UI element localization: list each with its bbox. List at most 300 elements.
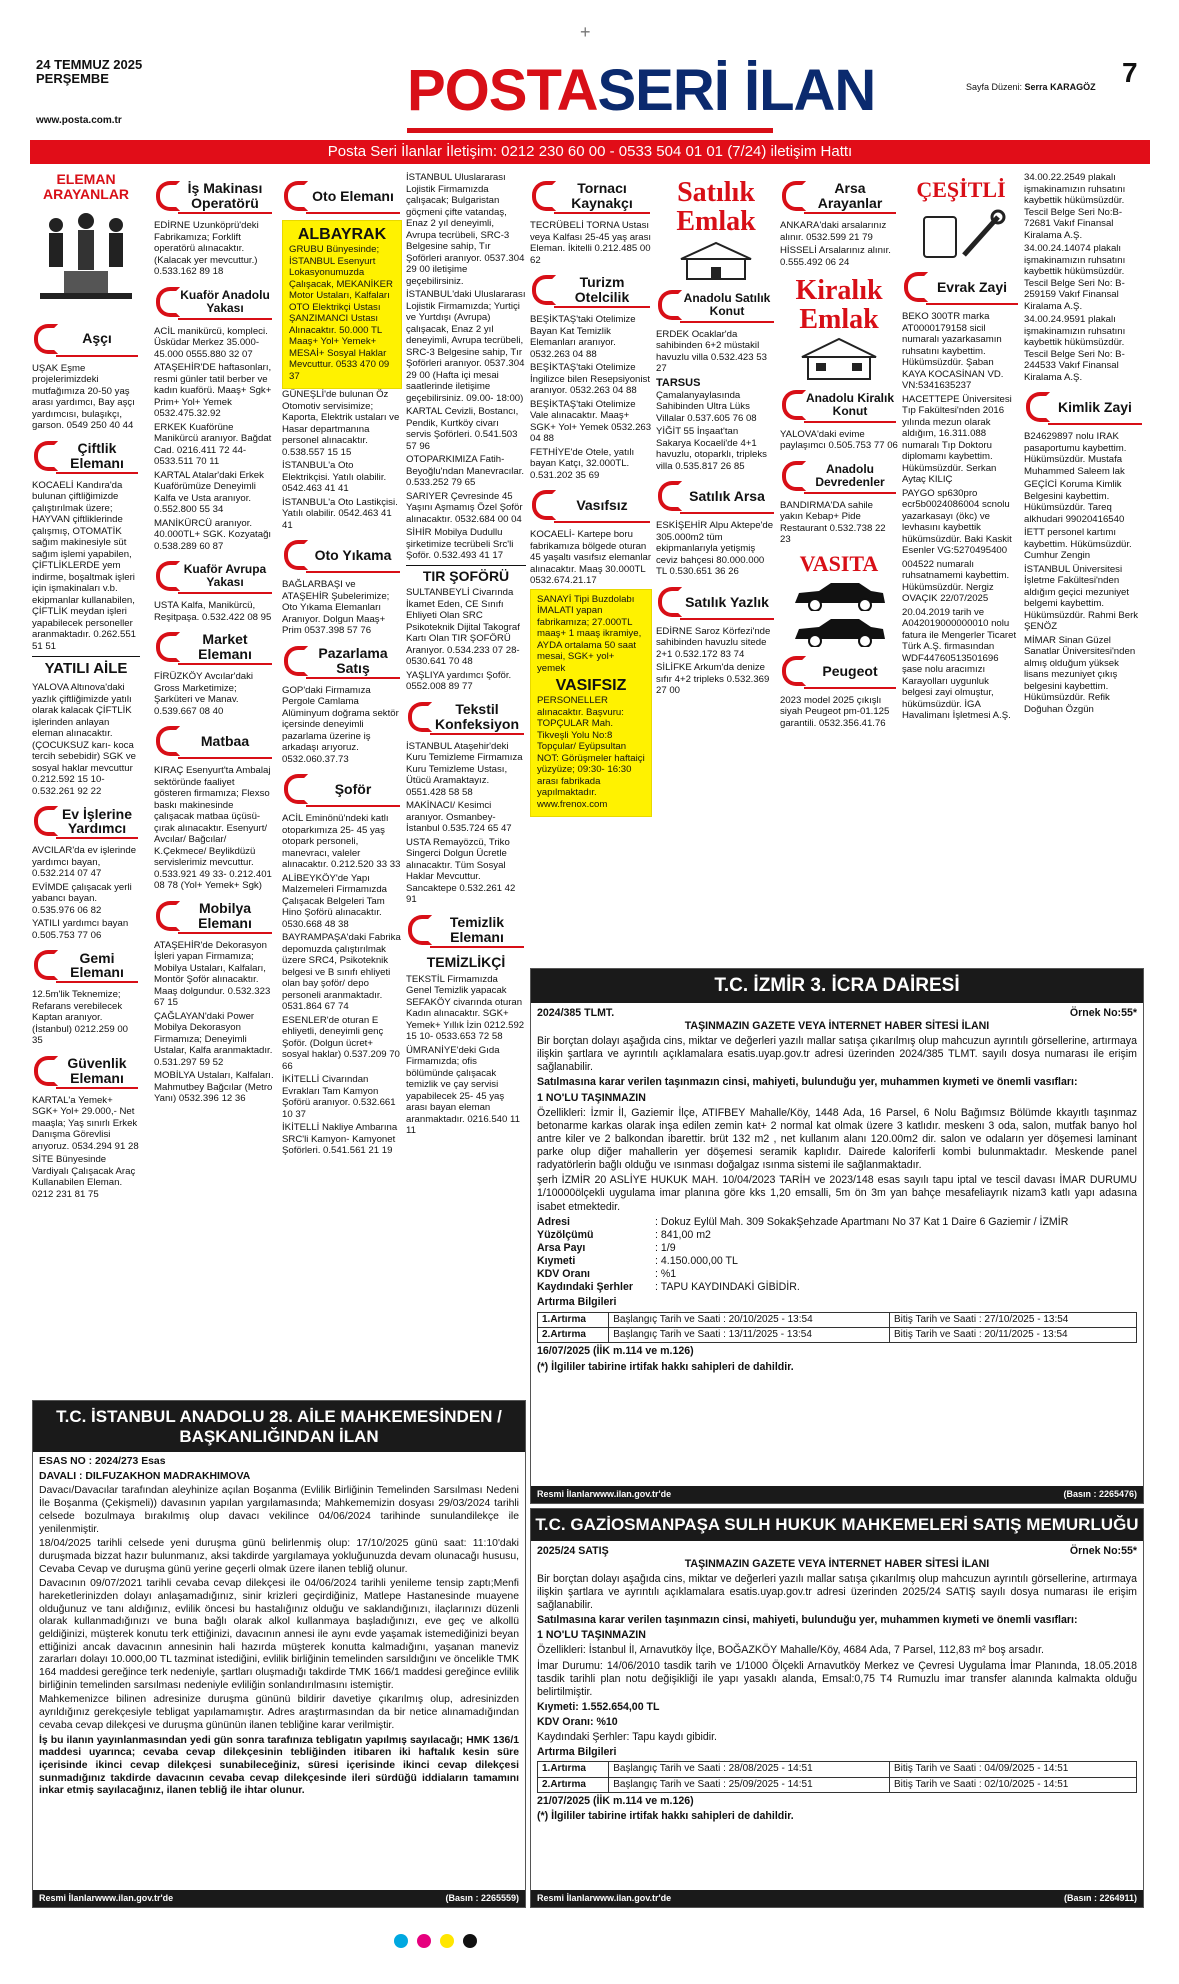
ad-bandirma: BANDIRMA'DA sahile yakın Kebap+ Pide Restaurant 0.532.738 22 23 xyxy=(780,499,886,546)
phone-handset-icon xyxy=(532,275,556,305)
gop-ornek: Örnek No:55* xyxy=(1069,1544,1137,1557)
albayrak-title: ALBAYRAK xyxy=(297,226,387,243)
category-temizlik xyxy=(406,910,526,950)
ad-atasehir-dekor: ATAŞEHİR'de Dekorasyon İşleri yapan Firmamıza; Mobilya Ustaları, Kalfaları, Montör Şoför alınacaktır. Maaş dolgundur. 0.532.323 67 15 xyxy=(154,939,271,1008)
ad-sultanbeyli: SULTANBEYLİ Civarında İkamet Eden, CE Sınıfı Ehliyeti Olan SRC Psikoteknik Dijital Takograf Kartı Olan TIR ŞOFÖRÜ Aranıyor. 0.534.233 07 28- 0530.641 70 48 xyxy=(406,587,520,668)
phone-handset-icon xyxy=(34,441,58,471)
category-arsa-arayanlar xyxy=(780,176,898,216)
category-title: Market Elemanı xyxy=(198,631,252,662)
phone-handset-icon xyxy=(284,181,308,211)
ad-tekstil-temizlik: TEKSTİL Firmamızda Genel Temizlik yapacak SEFAKÖY civarında oturan Kadın alınacaktır. SGK+ Yemek+ Yıllık İzin 0212.592 15 10- 0533.653 72 58 xyxy=(406,973,525,1043)
phone-handset-icon xyxy=(532,490,556,520)
category-underline xyxy=(680,512,774,514)
page-number: 7 xyxy=(1122,57,1138,88)
heading-yatili-aile: YATILI AİLE xyxy=(32,656,140,678)
cyan-dot xyxy=(394,1934,408,1948)
ad-mobilya-usta: MOBİLYA Ustaları, Kalfaları. Mahmutbey Bağcılar (Metro Yanı) 0532.396 12 36 xyxy=(154,1070,274,1104)
category-title: Şoför xyxy=(334,780,372,797)
gop-artirma-table xyxy=(537,1761,1137,1793)
house-icon xyxy=(671,241,761,281)
category-title: Oto Yıkama xyxy=(314,546,392,563)
category-title: Satılık Arsa xyxy=(689,488,765,505)
detail-key: Yüzölçümü xyxy=(537,1228,594,1241)
detail-row xyxy=(537,1229,1137,1242)
ad-atasehir: ATAŞEHİR'DE haftasonları, resmi günler tatil berber ve kadın kuaförü. Maaş+ Sgk+ Prim+ Yol+ Yemek 0532.475.32.92 xyxy=(154,362,272,419)
category-underline xyxy=(56,1087,138,1089)
phone-handset-icon xyxy=(658,587,682,617)
anadolu-esas: ESAS NO : 2024/273 Esas xyxy=(39,1456,166,1468)
heading-eleman-arayanlar: ELEMAN ARAYANLAR xyxy=(42,172,130,203)
table-cell: Bitiş Tarih ve Saati : 20/11/2025 - 13:54 xyxy=(889,1327,1136,1342)
phone-handset-icon xyxy=(408,702,432,732)
detail-value: : 4.150.000,00 TL xyxy=(655,1255,738,1268)
ad-manikurcu: MANİKÜRCÜ aranıyor. 40.000TL+ SGK. Kozyatağı 0.538.289 60 87 xyxy=(154,517,272,552)
ad-ankara: ANKARA'daki arsalarınız alınır. 0532.599 21 79 xyxy=(780,220,887,243)
table-row xyxy=(538,1312,1137,1327)
category-turizm xyxy=(530,270,652,310)
contact-bar: Posta Seri İlanlar İletişim: 0212 230 60 00 - 0533 504 01 01 (7/24) iletişim Hattı xyxy=(30,140,1150,164)
anadolu-footer xyxy=(33,1890,525,1907)
category-underline xyxy=(178,932,272,934)
category-underline xyxy=(178,757,272,759)
ad-silifke: SİLİFKE Arkum'da denize sıfır 4+2 tripleks 0.532.369 27 00 xyxy=(656,662,770,697)
table-cell: Başlangıç Tarih ve Saati : 20/10/2025 - 13:54 xyxy=(609,1312,890,1327)
category-kuafor-anadolu xyxy=(154,282,274,322)
ad-fatura: 20.04.2019 tarih ve A042019000000010 nolu fatura ile Mengerler Ticaret Türk A.Ş. firmasından WDF44760513501696 şase nolu aracımızı Karayolları uygunluk belgesi zayi olmuştur, hükümsüzdür. İGA Havalimanı İşletmesi A.Ş. xyxy=(902,606,1017,722)
gop-p7: KDV Oranı: %10 xyxy=(537,1716,618,1729)
category-underline xyxy=(680,618,774,620)
category-title: Anadolu Devredenler xyxy=(815,462,885,489)
category-title: Matbaa xyxy=(200,732,250,749)
category-title: Vasıfsız xyxy=(576,496,628,513)
footer-basin: (Basın : 2265476) xyxy=(1063,1489,1137,1500)
phone-handset-icon xyxy=(156,726,180,756)
column-9 xyxy=(1024,172,1144,962)
category-title: İş Makinası Operatörü xyxy=(187,180,263,211)
category-underline xyxy=(56,472,138,474)
footer-basin: (Basın : 2265559) xyxy=(445,1893,519,1904)
category-title: Evrak Zayi xyxy=(936,278,1008,295)
category-matbaa xyxy=(154,721,274,761)
anadolu-p1: Davacı/Davacılar tarafından aleyhinize açılan Boşanma (Evlilik Birliğinin Temelinden Sarsılması Nedeni İle Boşanma (Çekişmeli)) davasının yapılan yargılamasında; Mahkememizin dosyası 29/03/2024 tarihli celsede bozulmaya bırakılmış olup davacı vekilince 04/06/2024 tarihinde sunulandilekçe ile yenilenmiştir. xyxy=(39,1485,519,1535)
detail-value: : Dokuz Eylül Mah. 309 SokakŞehzade Apartmanı No 37 Kat 1 Daire 6 Gaziemir / İZMİR xyxy=(655,1215,1069,1228)
anadolu-p3: Davacının 09/07/2021 tarihli cevaba cevap dilekçesi ile 04/06/2024 tarihli yenileme tensip zaptı;Menfi hareketlerinizden dolayı anlaşamadığınız, sinir krizleri geçirdiğiniz, Matlepe Hastanesinde muayene olduğunuz ve tanı aldığınız, evlilik öncesi bu hastalığınız olduğu ve saklandığınızı, ilaçlarınızı düzenli olarak kullanmadığınızı ve buna bağlı olarak alkol kullanmaya başladığınızı, eve geç ve alkollü geldiğinizi, müşterek konutu terk ettiğinizi, davacının annesi ile aynı evde yaşamak istemediğinizi beyan ettiğinizi ancak davacının annesinin hali hazırda müşterek konutta kalmadığını, yaşanan maneviz zararları dolayı 10.000,00 TL tazminat istediğini, evlilik birliğinin temelinden sarsıldığını ve öncelikle TMK 164 maddesi gereğince terk nedeniyle, şartları oluşmadığı takdirde TMK 166/1 maddesi gereğince evlilik birliğinin temelinden sarsılması nedeniyle evliliğin sonlandırılmasını istemiştir. xyxy=(39,1578,519,1691)
category-title: Satılık Yazlık xyxy=(685,593,769,610)
ad-ikitelli-1: İKİTELLİ Civarından Evrakları Tam Kamyon Şoförü aranıyor. 0.532.661 10 37 xyxy=(282,1074,396,1120)
izmir-p4: Özellikleri: İzmir İl, Gaziemir İlçe, ATIFBEY Mahalle/Köy, 1448 Ada, 16 Parsel, 6 Nolu Bağımsız Bölümde kkayıtlı taşınmaz betonarme karkas olarak inşa edilen zemin kat+ 2 normal kat olmak üzere 3 katlıdır. meskenı 3 oda, salon, mutfak banyo hol antre kiler ve 2 balkondan ibarettir. brüt 132 m2 , net kullanım alanı 120.00m2 dir. salon ve odaların yer döşemesi laminant parke olup diğer mahallerin yer döşemesi seramik kaplıdır. Dairede kaloriferli kombi bulunmaktadır. Meskende panel radyatörlerin bağlı olduğu ve ısınması doğalgaz ısınma sistemi ile sağlanmaktadır. xyxy=(537,1106,1137,1172)
category-title: Tekstil Konfeksiyon xyxy=(434,701,519,732)
ad-tekne: 12.5m'lik Teknemize; Refarans verebilecek Kaptan aranıyor. (İstanbul) 0212.259 00 35 xyxy=(32,989,129,1047)
category-underline xyxy=(804,421,896,423)
heading-kiralik-emlak: Kiralık Emlak xyxy=(795,275,883,336)
ad-eminonu: ACİL Eminönü'ndeki katlı otoparkımıza 25- 45 yaş otopark personeli, manevracı, valeler alınacaktır. 0.212.520 33 33 xyxy=(282,813,401,871)
gop-p2: Satılmasına karar verilen taşınmazın cinsi, mahiyeti, bulunduğu yer, muhammen kıymeti ve önemli vasıfları: xyxy=(537,1614,1078,1627)
table-row xyxy=(538,1777,1137,1792)
posta-logo xyxy=(407,58,876,123)
izmir-title: T.C. İZMİR 3. İCRA DAİRESİ xyxy=(531,969,1143,1003)
frenox-ad-box xyxy=(530,589,652,818)
gop-p5: İmar Durumu: 14/06/2010 tasdik tarih ve 1/1000 Ölçekli Arnavutköy Merkez ve Çevresi Uygulama İmar Planında, 18.05.2018 tasdik tarihli plan notu değişikliği ile yapı yasaklı alanda, Emsal:0,75 T4 Rumuzlu imar transfer alanında kalmakta olduğu belirtilmiştir. xyxy=(537,1659,1137,1698)
color-registration-marks xyxy=(394,1934,477,1948)
ad-gunesli: GÜNEŞLİ'de bulunan Öz Otomotiv servisimize; Kaporta, Elektrik ustaları ve Hasar departmanına personel alınacaktır. 0.538.557 15 15 xyxy=(282,389,400,458)
ad-plaka-1: 34.00.22.2549 plakalı işmakinamızın ruhsatını kaybettik hükümsüzdür. Tescil Belge Seri No:B-72681 Vakıf Finansal Kiralama A.Ş. xyxy=(1024,172,1126,241)
phone-handset-icon xyxy=(156,901,180,931)
category-underline xyxy=(178,592,272,594)
ad-iett: İETT personel kartımı kaybettim. Hükümsüzdür. Cumhur Zengin xyxy=(1024,527,1132,561)
category-guvenlik xyxy=(32,1051,140,1091)
gop-file-no: 2025/24 SATIŞ xyxy=(537,1544,609,1557)
ad-firuzkoy: FİRÜZKÖY Avcılar'daki Gross Marketimize; Şarküteri ve Manav. 0.539.667 08 40 xyxy=(154,671,254,717)
table-cell: 1.Artırma xyxy=(538,1762,609,1777)
category-title: Turizm Otelcilik xyxy=(574,274,630,305)
footer-label: Resmi İlanlar xyxy=(39,1893,96,1904)
gop-p3: 1 NO'LU TAŞINMAZIN xyxy=(537,1629,646,1642)
category-underline xyxy=(554,212,650,214)
phone-handset-icon xyxy=(284,646,308,676)
day-text: PERŞEMBE xyxy=(36,70,109,86)
detail-value: : %1 xyxy=(655,1268,677,1281)
table-cell: Başlangıç Tarih ve Saati : 13/11/2025 - 13:54 xyxy=(609,1327,890,1342)
site-url[interactable]: www.posta.com.tr xyxy=(36,115,122,126)
ad-bayrampasa: BAYRAMPAŞA'daki Fabrika depomuzda çalıştırılmak üzere SRC4, Psikoteknik belgesi ve B sınıfı ehliyeti olan bay şoför/ depo personeli aranmaktadır. 0531.864 67 74 xyxy=(282,932,401,1013)
gop-subtitle: TAŞINMAZIN GAZETE VEYA İNTERNET HABER SİTESİ İLANI xyxy=(684,1557,990,1570)
detail-value: : 841,00 m2 xyxy=(655,1228,711,1241)
gop-footer xyxy=(531,1890,1143,1907)
category-title: Pazarlama Satış xyxy=(318,645,388,676)
izmir-p5: şerh İZMİR 20 ASLİYE HUKUK MAH. 10/04/2023 TARİH ve 2023/148 esas sayılı tapu iptal ve tescil davası İMAR DURUMU 1/10000ölçekli uygulama imar planına göre kks 1,20 emsalli, 5m ön 3m yan bahçe mesafeliayrık nizam3 katlı yapı adasına isabet etmektedir. xyxy=(537,1174,1137,1213)
izmir-refs xyxy=(537,1007,1137,1020)
ad-usak: UŞAK Eşme projelerimizdeki mutfağımıza 20-50 yaş arası yardımcı, Bay aşçı yardımcısı, bulaşıkçı, garson. 0549 250 40 44 xyxy=(32,362,135,432)
column-8 xyxy=(902,172,1020,962)
category-asci xyxy=(32,319,140,359)
izmir-icra-notice xyxy=(530,968,1144,1504)
ad-besiktas-3: BEŞİKTAŞ'taki Otelimize Vale alınacaktır. Maaş+ SGK+ Yol+ Yemek 0532.263 04 88 xyxy=(530,398,652,444)
heading-temizlikci: TEMİZLİKÇİ xyxy=(426,953,506,970)
phone-handset-icon xyxy=(782,461,806,491)
gop-p1: Bir borçtan dolayı aşağıda cins, miktar ve değerleri yazılı mallar satışa çıkarılmış olup mahcuzun ayrıntılı görsellerine, artırmaya ilişkin şartlara ve ayrıntılı açıklamalara esatis.uyap.gov.tr adresi üzerinden 2025/24 SATIŞ sayılı dosya numarası ile erişim sağlanabilir. xyxy=(537,1572,1137,1612)
ad-ikitelli-2: İKİTELLİ Nakliye Ambarına SRC'li Kamyon- Kamyonet Şoförleri. 0.541.561 21 19 xyxy=(282,1122,398,1157)
ad-torna: TECRÜBELİ TORNA Ustası veya Kalfası 25-45 yaş arası Eleman. İkitelli 0.212.485 00 62 xyxy=(530,220,652,266)
gop-p8: Kaydındaki Şerhler: Tapu kaydı gibidir. xyxy=(537,1731,718,1744)
ad-kirac: KIRAÇ Esenyurt'ta Ambalaj sektöründe faaliyet gösteren firmamıza; Flexso baskı makinesinde çalışacak matbaa üçüsü- çırak alınacaktır. Esenyurt/ Avcılar/ Bağcılar/ K.Çekmece/ Beylikdüzü servislerimiz mevcuttur. 0.533.921 49 33- 0.212.401 08 78 (Yol+ Yemek+ Sgk) xyxy=(154,765,272,891)
category-is-makinasi xyxy=(154,176,274,216)
detail-key: Arsa Payı xyxy=(537,1241,586,1254)
logo-posta: POSTA xyxy=(407,58,598,123)
car-icon xyxy=(789,579,889,611)
footer-label: Resmi İlanlar xyxy=(537,1893,594,1904)
footer-label: Resmi İlanlar xyxy=(537,1489,594,1500)
ad-site: SİTE Bünyesinde Vardiyalı Çalışacak Araç Kullanabilen Eleman. 0212 231 81 75 xyxy=(32,1154,136,1200)
category-kimlik-zayi xyxy=(1024,387,1144,427)
ad-sariyer: SARIYER Çevresinde 45 Yaşını Aşmamış Özel Şoför alınacaktır. 0532.684 00 04 xyxy=(406,490,523,525)
category-underline xyxy=(804,687,896,689)
phone-handset-icon xyxy=(782,390,806,420)
black-dot xyxy=(463,1934,477,1948)
house-icon xyxy=(794,337,884,381)
phone-handset-icon xyxy=(408,915,432,945)
magenta-dot xyxy=(417,1934,431,1948)
anadolu-body xyxy=(33,1452,525,1804)
category-title: Peugeot xyxy=(822,662,878,679)
ad-eskisehir: ESKİŞEHİR Alpu Aktepe'de 305.000m2 tüm ekipmanlarıyla yetişmiş ceviz bahçesi 80.000.000 TL 0.530.651 36 26 xyxy=(656,520,774,578)
phone-handset-icon xyxy=(34,324,58,354)
izmir-p2: Satılmasına karar verilen taşınmazın cinsi, mahiyeti, bulunduğu yer, muhammen kıymeti ve önemli vasıfları: xyxy=(537,1076,1078,1089)
ad-yasliya: YAŞLIYA yardımcı Şoför. 0552.008 89 77 xyxy=(406,669,512,693)
ad-evimde: EVİMDE çalışacak yerli yabancı bayan. 0.535.976 06 82 xyxy=(32,881,132,916)
footer-url[interactable]: www.ilan.gov.tr'de xyxy=(593,1893,672,1904)
phone-handset-icon xyxy=(904,272,928,302)
ad-usta: USTA Kalfa, Manikürcü, Reşitpaşa. 0.532.422 08 95 xyxy=(154,600,272,623)
ad-yalova-ev: YALOVA'daki evime paylaşımcı 0.505.753 77 06 xyxy=(780,428,898,452)
category-pazarlama xyxy=(282,641,402,681)
ad-peugeot: 2023 model 2025 çıkışlı siyah Peugeot pm-01.125 garantili. 0532.356.41.76 xyxy=(780,694,890,729)
ad-alibeykoy: ALİBEYKÖY'de Yapı Malzemeleri Firmamızda Çalışacak Belgeleri Tam Hino Şoförü alınacaktır. 0530.668 48 38 xyxy=(282,872,388,930)
category-mobilya xyxy=(154,896,274,936)
albayrak-ad-box xyxy=(282,220,402,389)
column-4 xyxy=(406,172,526,1374)
ad-erdek: ERDEK Ocaklar'da sahibinden 6+2 müstakil havuzlu villa 0.532.423 53 27 xyxy=(656,328,767,375)
ad-mimar-sinan: MİMAR Sinan Güzel Sanatlar Üniversitesi'nden almış olduğum yüksek lisans mezuniyet çıkış belgesini kaybettim. Hükümsüzdür. Refik Doğuhan Özgün xyxy=(1024,634,1136,715)
ad-kuru-temizleme: İSTANBUL Ataşehir'deki Kuru Temizleme Firmamıza Kuru Temizleme Ustası, Ütücü Aramaktayız. 0551.428 58 58 xyxy=(406,740,523,798)
category-satilik-yazlik xyxy=(656,582,776,622)
anadolu-title: T.C. İSTANBUL ANADOLU 28. AİLE MAHKEMESİNDEN / BAŞKANLIĞINDAN İLAN xyxy=(33,1401,525,1452)
izmir-artirma-table xyxy=(537,1312,1137,1344)
izmir-ornek: Örnek No:55* xyxy=(1069,1006,1137,1019)
detail-row xyxy=(537,1242,1137,1255)
category-underline xyxy=(804,212,896,214)
izmir-file-no: 2024/385 TLMT. xyxy=(537,1006,615,1019)
frenox-text-a: SANAYİ Tipi Buzdolabı İMALATI yapan fabrikamıza; 27.000TL maaş+ 1 maaş ikramiye, AYDA ortalama 50 saat mesai, SGK+ yol+ yemek xyxy=(537,593,642,674)
izmir-footer xyxy=(531,1486,1143,1503)
category-underline xyxy=(178,663,272,665)
logo-underline xyxy=(407,128,773,133)
column-1 xyxy=(32,172,140,1374)
category-underline xyxy=(926,303,1018,305)
category-underline xyxy=(178,212,272,214)
phone-handset-icon xyxy=(1026,392,1050,422)
albayrak-text: GRUBU Bünyesinde; İSTANBUL Esenyurt Lokasyonumuzda Çalışacak, MEKANİKER Motor Ustaları, Kalfaları OTO Elektrikçi Ustası ŞANZIMANCI Ustası Alınacaktır. 50.000 TL Maaş+ Yol+ Yemek+ MESAİ+ Sosyal Haklar Mevcuttur. 0533 470 09 37 xyxy=(289,244,393,382)
gaziosmanpasa-notice xyxy=(530,1508,1144,1908)
column-3 xyxy=(282,172,402,1374)
category-underline xyxy=(430,733,524,735)
category-underline xyxy=(306,677,400,679)
category-oto-yikama xyxy=(282,535,402,575)
phone-handset-icon xyxy=(34,950,58,980)
gop-artirma-label: Artırma Bilgileri xyxy=(537,1746,617,1759)
table-cell: 2.Artırma xyxy=(538,1777,609,1792)
car-icon xyxy=(789,615,889,647)
ad-saroz: EDİRNE Saroz Körfezi'nde sahibinden havuzlu sitede 2+1 0.532.172 83 74 xyxy=(656,625,771,660)
ad-paygo: PAYGO sp630pro ecr5b0024086004 scnolu yazarkasayı (ökc) ve levhasını kaybettik hükümsüzdür. Baki Kaskit Esenler VG:5270495400 xyxy=(902,487,1012,557)
table-cell: Bitiş Tarih ve Saati : 04/09/2025 - 14:51 xyxy=(889,1762,1136,1777)
table-cell: Bitiş Tarih ve Saati : 27/10/2025 - 13:54 xyxy=(889,1312,1136,1327)
phone-handset-icon xyxy=(284,774,308,804)
frenox-title: VASIFSIZ xyxy=(555,677,627,694)
table-cell: Bitiş Tarih ve Saati : 02/10/2025 - 14:51 xyxy=(889,1777,1136,1792)
heading-tir-soforu: TIR ŞOFÖRÜ xyxy=(406,565,526,585)
category-title: Tornacı Kaynakçı xyxy=(571,180,633,211)
heading-vasita: VASITA xyxy=(799,550,879,576)
category-title: Oto Elemanı xyxy=(312,187,394,204)
ad-yalova: YALOVA Altınova'daki yazlık çiftliğimizde yatılı olarak kalacak ÇİFTLİK işlerinden anlayan eleman alınacaktır. (ÇOCUKSUZ karı- koca tercih sebebidir) SGK ve sosyal haklar mevcuttur 0.212.592 15 10- 0.532.261 92 22 xyxy=(32,682,136,797)
anadolu-davali: DAVALI : DILFUZAKHON MADRAKHIMOVA xyxy=(39,1470,251,1482)
table-row xyxy=(538,1762,1137,1777)
category-title: Temizlik Elemanı xyxy=(449,914,505,945)
category-title: Ev İşlerine Yardımcı xyxy=(61,805,133,837)
yellow-dot xyxy=(440,1934,454,1948)
ad-beko: BEKO 300TR marka AT0000179158 sicil numaralı yazarkasamın ruhsatını kaybettim. Hükümsüzdür. Şaban KAYA KOCASİNAN VD. VN:5341635237 xyxy=(902,311,1004,392)
izmir-p1: Bir borçtan dolayı aşağıda cins, miktar ve değerleri yazılı mallar satışa çıkarılmış olup mahcuzun ayrıntılı görsellerine, artırmaya ilişkin şartlara ve ayrıntılı açıklamalara esatis.uyap.gov.tr adresi üzerinden 2024/385 TLMT. sayılı dosya numarası ile erişim sağlanabilir. xyxy=(537,1035,1137,1074)
category-title: Güvenlik Elemanı xyxy=(67,1055,127,1086)
category-peugeot xyxy=(780,651,898,691)
detail-row xyxy=(537,1268,1137,1281)
category-title: Kimlik Zayi xyxy=(1058,398,1132,415)
ad-remayozcu: USTA Remayözcü, Triko Singerci Dolgun Ücretle alınacaktır. Tüm Sosyal Haklar Mevcuttur. Sancaktepe 0.532.261 42 91 xyxy=(406,836,516,906)
category-underline xyxy=(1048,423,1142,425)
phone-handset-icon xyxy=(34,1056,58,1086)
izmir-date: 16/07/2025 (İİK m.114 ve m.126) xyxy=(537,1345,694,1358)
category-gemi xyxy=(32,945,140,985)
gop-refs xyxy=(537,1545,1137,1558)
anadolu-p4: Mahkemenizce bilinen adresinize duruşma gününü bildirir davetiye çıkarılmış olup, adresinizden ayrıldığınız gerekçesiyle tebligat yapılamamıştır. Adres araştırmasından da bir netice alınamadığından cevaba cevap dilekçesi ve duruşma gününün ilanen tebliğine karar verilmiştir. xyxy=(39,1694,519,1731)
category-underline xyxy=(554,306,650,308)
category-ciftlik xyxy=(32,436,140,476)
phone-handset-icon xyxy=(156,287,180,317)
category-underline xyxy=(56,355,138,357)
category-underline xyxy=(430,946,524,948)
izmir-body xyxy=(531,1003,1143,1380)
detail-row xyxy=(537,1255,1137,1268)
ad-yatili: YATILI yardımcı bayan 0.505.753 77 06 xyxy=(32,918,129,941)
ad-istanbul-elektrik: İSTANBUL'a Oto Elektrikçisi. Yatılı olabilir. 0542.463 41 41 xyxy=(282,460,387,495)
category-tekstil xyxy=(406,697,526,737)
category-anadolu-kiralik-konut xyxy=(780,385,898,425)
izmir-subtitle: TAŞINMAZIN GAZETE VEYA İNTERNET HABER SİTESİ İLANI xyxy=(684,1019,990,1032)
ad-hisseli: HİSSELİ Arsalarınız alınır. 0.555.492 06 24 xyxy=(780,245,891,268)
phone-handset-icon xyxy=(658,290,682,320)
category-underline xyxy=(306,212,400,214)
ad-yigit: YİĞİT 55 İnşaat'tan Sakarya Kocaeli'de 4+1 havuzlu, otoparklı, tripleks villa 0.535.817 26 85 xyxy=(656,426,767,472)
heading-tarsus: TARSUS xyxy=(656,376,701,389)
ad-kartal: KARTAL'a Yemek+ SGK+ Yol+ 29.000,- Net maaşla; Yaş sınırlı Erkek Danışma Görevlisi arıyoruz. 0534.294 91 28 xyxy=(32,1094,139,1152)
column-6 xyxy=(656,172,776,962)
category-oto-elemani xyxy=(282,176,402,216)
footer-basin: (Basın : 2264911) xyxy=(1063,1893,1137,1904)
frenox-text-b: PERSONELLER alınacaktır. Başvuru: TOPÇULAR Mah. Tikveşli Yolu No:8 Topçular/ Eyüpsultan NOT: Görüşmeler haftaiçi yüzyüze; 09:30- 16:30 arası fabrikada yapılmaktadır. www.frenox.com xyxy=(537,695,645,810)
category-underline xyxy=(804,492,896,494)
footer-url[interactable]: www.ilan.gov.tr'de xyxy=(95,1893,174,1904)
category-title: Gemi Elemanı xyxy=(70,949,124,981)
category-underline xyxy=(56,837,138,839)
phone-handset-icon xyxy=(658,481,682,511)
phone-handset-icon xyxy=(156,632,180,662)
gop-body xyxy=(531,1541,1143,1830)
category-title: Kuaför Anadolu Yakası xyxy=(180,287,270,315)
gop-note: (*) İlgililer tabirine irtifak hakkı sahipleri de dahildir. xyxy=(537,1810,794,1823)
phone-handset-icon xyxy=(156,181,180,211)
gop-title: T.C. GAZİOSMANPAŞA SULH HUKUK MAHKEMELERİ SATIŞ MEMURLUĞU xyxy=(531,1509,1143,1541)
date-text: 24 TEMMUZ 2025 xyxy=(36,57,143,72)
category-title: Çiftlik Elemanı xyxy=(70,440,124,471)
category-title: Arsa Arayanlar xyxy=(817,180,883,211)
table-cell: 1.Artırma xyxy=(538,1312,609,1327)
ad-gop: GOP'daki Firmamıza Pergole Camlama Alüminyum doğrama sektör içersinde deneyimli pazarlama üzerine iş arkadaşı arıyoruz. 0532.060.37.73 xyxy=(282,684,399,765)
izmir-artirma-label: Artırma Bilgileri xyxy=(537,1296,617,1309)
ad-kocaeli: KOCAELİ Kandıra'da bulunan çiftliğimizde çalıştırılmak üzere; HAYVAN çiftliklerinde çalışmış, OTOMATİK sağım makinesiyle süt sağım işlemi yapabilen, ÇİFTLİKLERDE yem indirme, boşaltmak işleri için işmakinaları v.b. ekipmanlar kullanabilen, ÇİFTLİK meydan işleri yapabilecek personeller aranmaktadır. 0.262.551 51 51 xyxy=(32,479,137,652)
anadolu-aile-notice xyxy=(32,1400,526,1908)
table-row xyxy=(538,1327,1137,1342)
ad-baglarbasi: BAĞLARBAŞI ve ATAŞEHİR Şubelerimize; Oto Yıkama Elemanları Aranıyor. Dolgun Maaş+ Prim 0537.398 57 76 xyxy=(282,579,390,637)
ad-otopark: OTOPARKIMIZA Fatih- Beyoğlu'ndan Manevracılar. 0.533.252 79 65 xyxy=(406,454,525,488)
issue-date xyxy=(36,58,142,85)
detail-key: Kaydındaki Şerhler xyxy=(537,1281,633,1294)
anadolu-p5: İş bu ilanın yayınlanmasından yedi gün sonra tarafınıza tebligatın yapılmış sayılacağı; HMK 136/1 maddesi uyarınca; cevaba cevap dilekçesinin tebliğinden itibaren iki haftalık kesin süre içerisinde ikinci cevap dilekçesi sunabileceğiniz, süresi içerisinde ikinci cevap dilekçesi sunmadığınız takdirde davacının cevaba cevap dilekçesinde ileri sürdüğü iddiaların tamamını inkar etmiş sayılacağınız, ilanen tebliğ ile ihtar olunur. xyxy=(39,1734,519,1797)
ad-esenler: ESENLER'de oturan E ehliyetli, deneyimli genç Şoför. (Dolgun ücret+ sosyal haklar) 0.537.209 70 66 xyxy=(282,1014,400,1072)
anadolu-p2: 18/04/2025 tarihli celsede yeni duruşma günü belirlenmiş olup: 17/10/2025 günü saat: 11:10'daki duruşmada bizzat hazır bulunmanız, aksi takdirde yargılamaya yokluğunuzda devam olunacağı hususu, Cevaba Cevap ve duruşma günü yerine geçerli olmak üzere ilanen tebliğ olunur. xyxy=(39,1538,519,1575)
ad-edirne: EDİRNE Uzunköprü'deki Fabrikamıza; Forklift operatörü alınacaktır. (Kalacak yer mevcuttur.) 0.533.162 89 18 xyxy=(154,220,259,277)
page-editor xyxy=(966,82,1096,93)
izmir-note: (*) İlgililer tabirine irtifak hakkı sahipleri de dahildir. xyxy=(537,1360,794,1373)
ad-kartepe: KOCAELİ- Kartepe boru fabrikamıza bölgede oturan 45 yaşaltı vasıfsız elemanlar alınacaktır. Maaş 30.000TL 0532.674.21.17 xyxy=(530,529,652,586)
table-cell: 2.Artırma xyxy=(538,1327,609,1342)
ad-fethiye: FETHİYE'de Otele, yatılı bayan Katçı, 32.000TL. 0.531.202 35 69 xyxy=(530,446,635,481)
column-2 xyxy=(154,172,274,1374)
ad-kartal-cevizli: KARTAL Cevizli, Bostancı, Pendik, Kurtköy civarı servis Şoförleri. 0.541.503 57 96 xyxy=(406,406,519,452)
gop-p6: Kıymeti: 1.552.654,00 TL xyxy=(537,1700,660,1713)
detail-value: : 1/9 xyxy=(655,1241,676,1254)
ad-hacettepe: HACETTEPE Üniversitesi Tıp Fakültesi'nden 2016 yılında mezun olarak aldığım, 16.311.088 numaralı Tıp Doktoru diplomamı kaybettim. Hükümsüzdür. Serkan Aytaç KILIÇ xyxy=(902,393,1012,486)
people-illustration-icon xyxy=(34,205,138,315)
table-cell: Başlangıç Tarih ve Saati : 25/09/2025 - 14:51 xyxy=(609,1777,890,1792)
ad-istanbul-uni: İSTANBUL Üniversitesi İşletme Fakültesi'nden aldığım geçici mezuniyet belgemi kaybettim. Hükümsüzdür. Rahmi Berk ŞENÖZ xyxy=(1024,563,1139,632)
ad-sihir: SİHİR Mobilya Dudullu şirketimize tecrübeli Src'li Şoför. 0.532.493 41 17 xyxy=(406,527,514,561)
detail-value: : TAPU KAYDINDAKİ GİBİDİR. xyxy=(655,1281,800,1294)
category-evrak-zayi xyxy=(902,267,1020,307)
ad-istanbul-lastik: İSTANBUL'a Oto Lastikçisi. Yatılı olabilir. 0542.463 41 41 xyxy=(282,496,398,531)
footer-url[interactable]: www.ilan.gov.tr'de xyxy=(593,1489,672,1500)
ad-plaka-3: 34.00.24.9591 plakalı işmakinamızın ruhsatını kaybettik hükümsüzdür. Tescil Belge Seri No: B-244533 Vakıf Finansal Kiralama A.Ş. xyxy=(1024,314,1126,383)
phone-handset-icon xyxy=(532,181,556,211)
phone-handset-icon xyxy=(284,540,308,570)
heading-satilik-emlak: Satılık Emlak xyxy=(676,177,756,238)
category-underline xyxy=(554,521,650,523)
category-ev-isleri xyxy=(32,801,140,841)
ad-besiktas-2: BEŞİKTAŞ'taki Otelimize İngilizce bilen Resepsiyonist aranıyor. 0532.263 04 88 xyxy=(530,362,650,396)
detail-row xyxy=(537,1281,1137,1294)
ad-kartal-atalar: KARTAL Atalar'daki Erkek Kuaförümüze Deneyimli Kalfa ve Usta aranıyor. 0.552.800 55 34 xyxy=(154,469,264,515)
category-tornaci xyxy=(530,176,652,216)
category-title: Kuaför Avrupa Yakası xyxy=(183,562,267,589)
heading-cesitli: ÇEŞİTLİ xyxy=(916,177,1006,202)
phone-handset-icon xyxy=(782,181,806,211)
ad-istanbul-lojistik-2: İSTANBUL'daki Uluslararası Lojistik Firmamızda; Yurtiçi ve Yurtdışı (Avrupa) çalışacak, Enaz 2 yıl deneyimli, Avrupa tecrübeli, SRC-3 Belgesine sahip, Tır Şoförleri aranıyor. 0537.304 29 00 (Hafta içi mesai saatlerinde iletişime geçebilirsiniz. 09.00- 18:00) xyxy=(406,289,526,404)
detail-row xyxy=(537,1216,1137,1229)
ad-umraniye: ÜMRANİYE'deki Gıda Firmamızda; ofis bölümünde çalışacak temizlik ve çay servisi yapabilecek 25- 45 yaş arası bayan eleman aranmaktadır. 0216.540 11 11 xyxy=(406,1044,520,1137)
ad-pasaport: B24629897 nolu IRAK pasaportumu kaybettim. Hükümsüzdür. Mustafa Muhammed Saleem lak xyxy=(1024,431,1127,477)
category-kuafor-avrupa xyxy=(154,556,274,596)
ad-gecici-koruma: GEÇİCİ Koruma Kimlik Belgesini kaybettim. Hükümsüzdür. Tareq alkhudari 99020416540 xyxy=(1024,479,1125,525)
gop-date: 21/07/2025 (İİK m.114 ve m.126) xyxy=(537,1795,694,1808)
category-underline xyxy=(178,318,272,320)
ad-caglayan: ÇAĞLAYAN'daki Power Mobilya Dekorasyon Firmamıza; Deneyimli Ustalar, Kalfa aranmaktadır. 0.531.297 59 52 xyxy=(154,1010,273,1068)
tools-icon xyxy=(916,207,1006,263)
detail-key: KDV Oranı xyxy=(537,1268,590,1281)
category-underline xyxy=(56,981,138,983)
izmir-details xyxy=(537,1216,1137,1295)
phone-handset-icon xyxy=(782,656,806,686)
detail-key: Kıymeti xyxy=(537,1255,576,1268)
category-underline xyxy=(680,321,774,323)
